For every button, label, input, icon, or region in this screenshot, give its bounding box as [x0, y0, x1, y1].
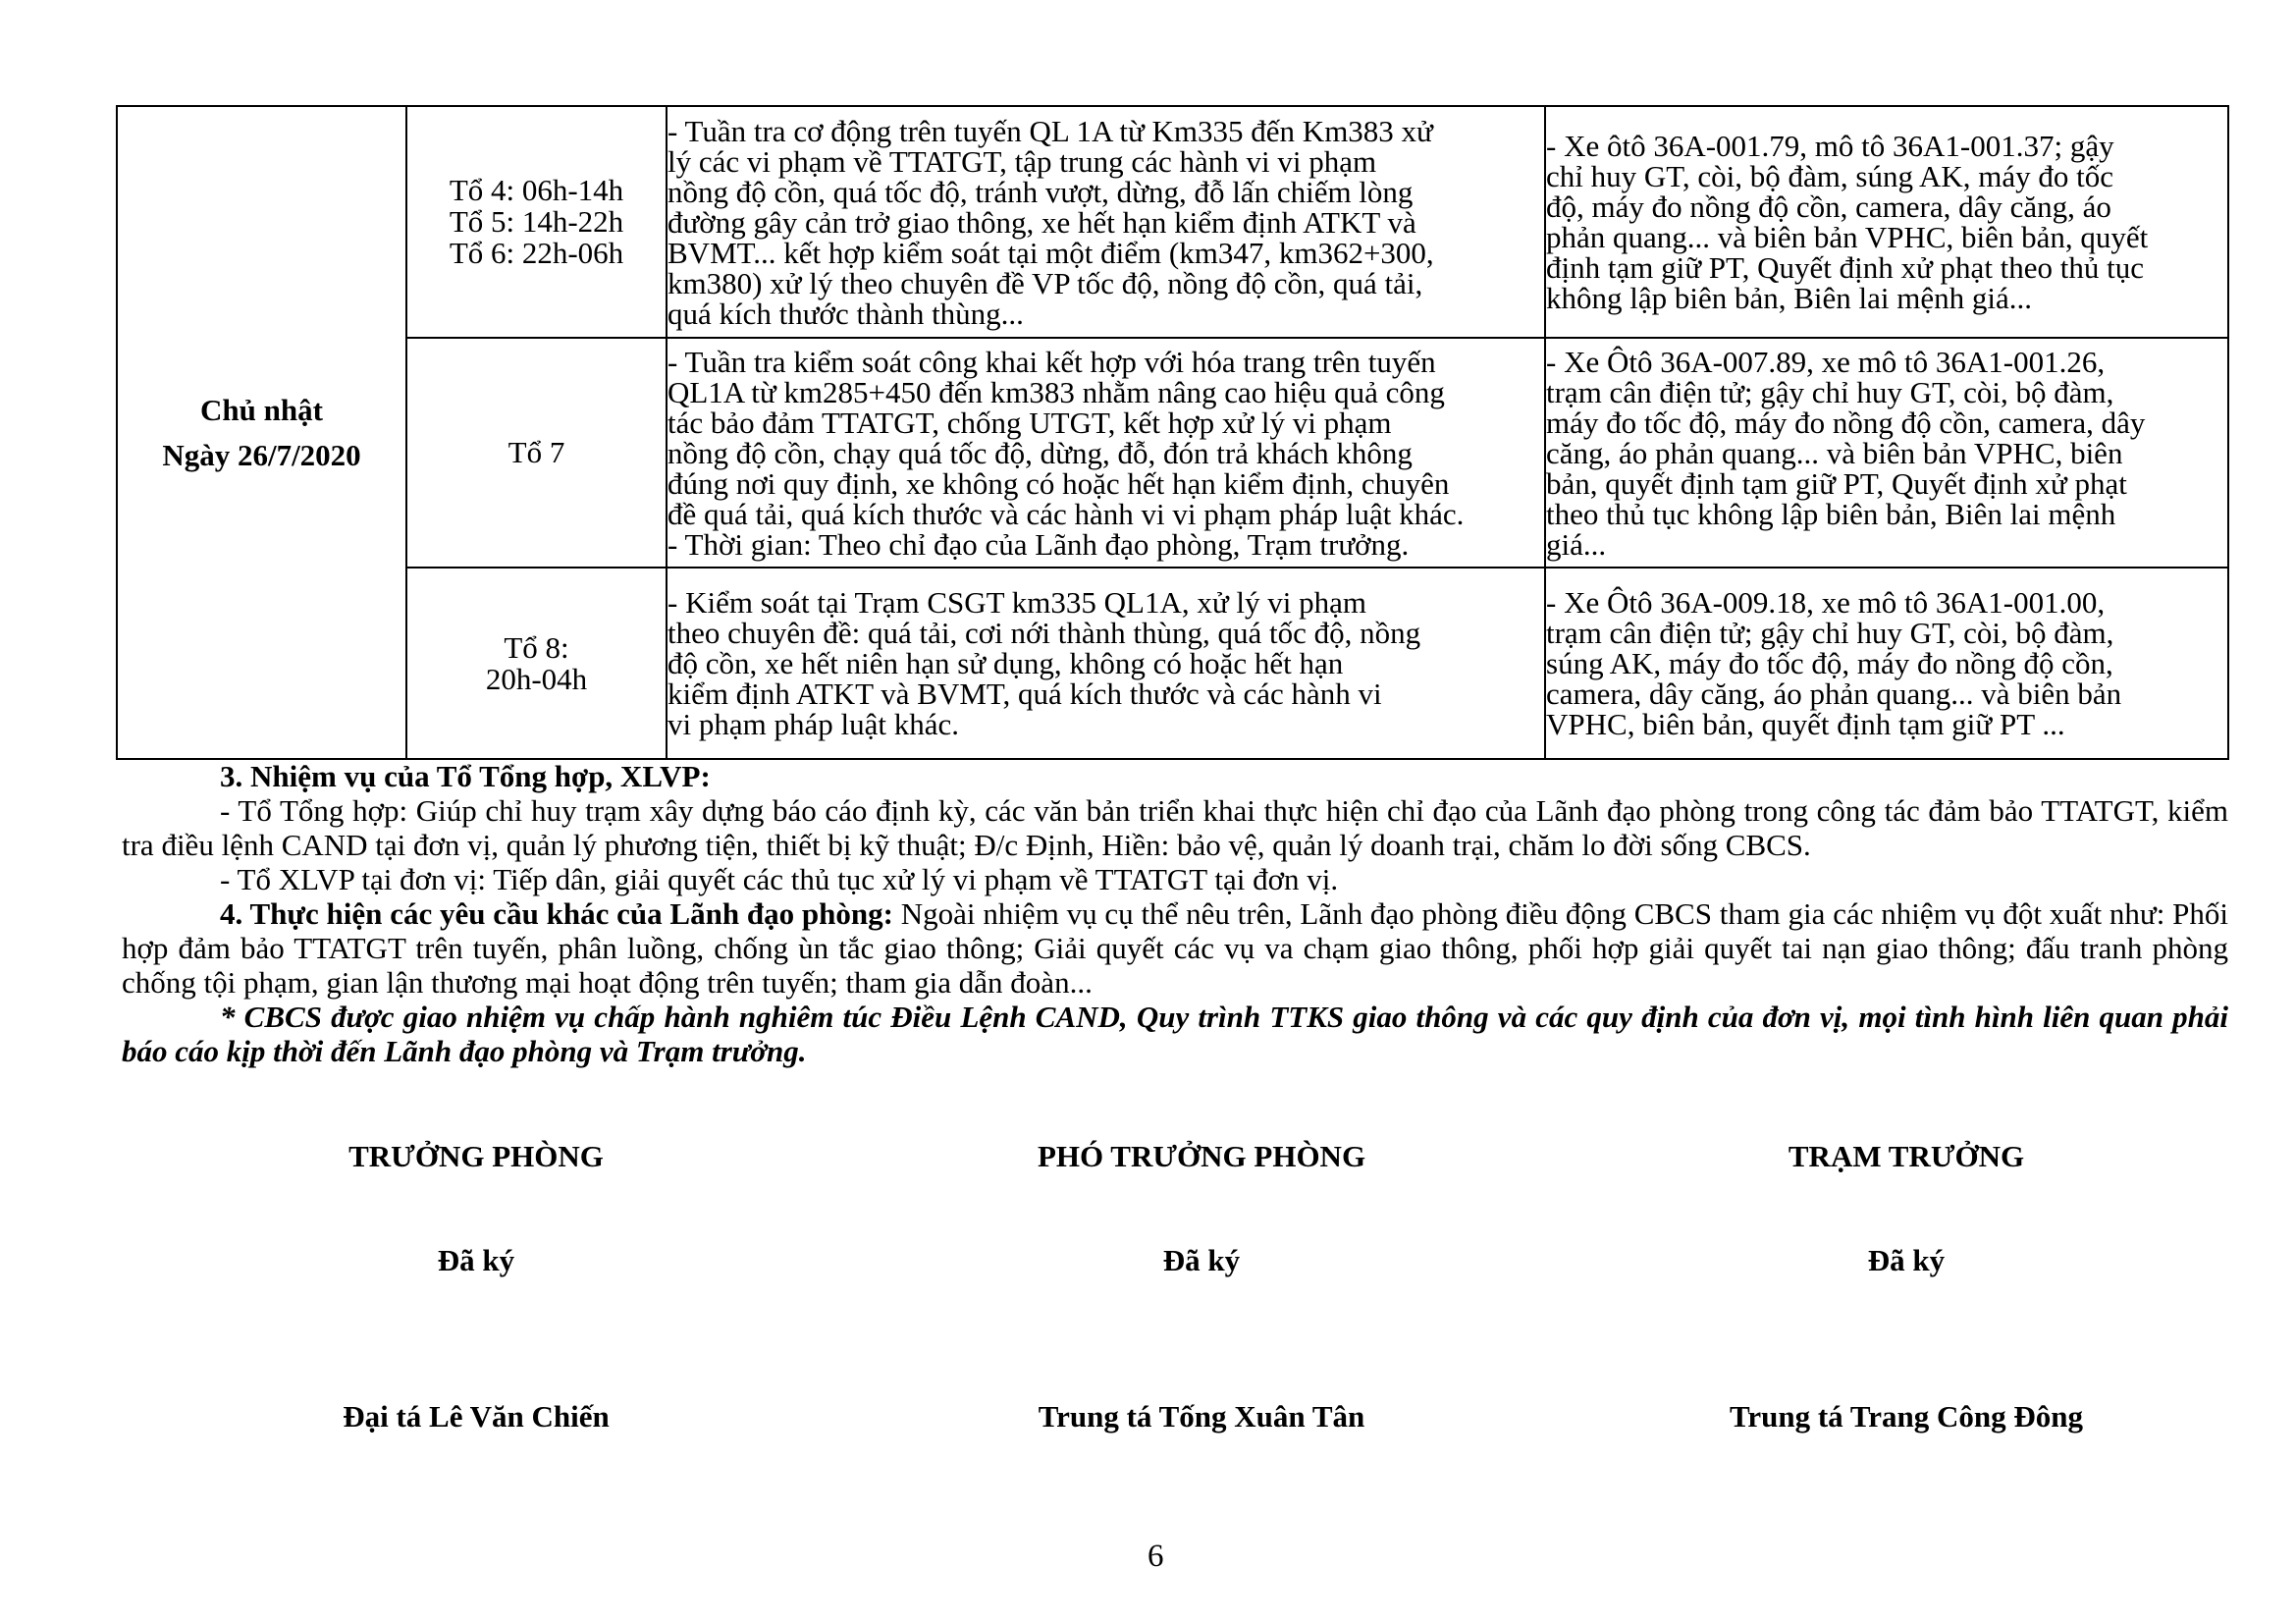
table-row — [117, 568, 2228, 759]
equipment-line: - Xe Ôtô 36A-007.89, xe mô tô 36A1-001.26, — [1546, 344, 2106, 379]
day-cell — [117, 106, 406, 759]
equipment-line: độ, máy đo nồng độ cồn, camera, dây căng, áo — [1546, 189, 2111, 224]
task-line: - Tuần tra cơ động trên tuyến QL 1A từ Km335 đến Km383 xử — [667, 113, 1433, 148]
task-cell — [667, 568, 1545, 759]
signature-block-truong-phong — [133, 1139, 820, 1434]
team-line: Tổ 8: — [504, 629, 569, 665]
section-4-heading: 4. Thực hiện các yêu cầu khác của Lãnh đạo phòng: — [220, 896, 893, 931]
task-line: BVMT... kết hợp kiểm soát tại một điểm (km347, km362+300, — [667, 235, 1434, 270]
equipment-line: VPHC, biên bản, quyết định tạm giữ PT ... — [1546, 707, 2065, 741]
task-line: đúng nơi quy định, xe không có hoặc hết hạn kiểm định, chuyên — [667, 465, 1450, 501]
equipment-line: máy đo tốc độ, máy đo nồng độ cồn, camera, dây — [1546, 405, 2146, 440]
team-cell — [406, 106, 667, 338]
section-3-paragraph-2: - Tổ XLVP tại đơn vị: Tiếp dân, giải quyết các thủ tục xử lý vi phạm về TTATGT tại đơn vị. — [220, 862, 1339, 896]
team-line: 20h-04h — [485, 661, 588, 696]
equipment-cell — [1545, 338, 2228, 568]
body-text — [122, 759, 2228, 1068]
table-row — [117, 106, 2228, 338]
day-date: Ngày 26/7/2020 — [162, 437, 361, 472]
signature-signed: Đã ký — [1162, 1243, 1241, 1277]
signature-block-pho-truong-phong — [858, 1139, 1545, 1434]
task-line: - Tuần tra kiểm soát công khai kết hợp với hóa trang trên tuyến — [667, 344, 1436, 379]
equipment-cell — [1545, 568, 2228, 759]
equipment-line: chỉ huy GT, còi, bộ đàm, súng AK, máy đo tốc — [1546, 159, 2114, 193]
equipment-line: camera, dây căng, áo phản quang... và biên bản — [1546, 677, 2122, 711]
task-line: kiểm định ATKT và BVMT, quá kích thước và các hành vi — [667, 677, 1382, 711]
page-number: 6 — [1148, 1539, 1164, 1574]
note-paragraph: * CBCS được giao nhiệm vụ chấp hành nghiêm túc Điều Lệnh CAND, Quy trình TTKS giao thông và các quy định của đơn vị, mọi tình hình liên quan phải báo cáo kịp thời đến Lãnh đạo phòng và Trạm trưởng. — [122, 1000, 2228, 1068]
task-line: nồng độ cồn, quá tốc độ, tránh vượt, dừng, đỗ lấn chiếm lòng — [667, 174, 1414, 209]
section-3-heading: 3. Nhiệm vụ của Tổ Tổng hợp, XLVP: — [220, 759, 711, 793]
equipment-line: - Xe ôtô 36A-001.79, mô tô 36A1-001.37; gậy — [1546, 129, 2114, 163]
equipment-cell — [1545, 106, 2228, 338]
task-cell — [667, 106, 1545, 338]
signature-title: TRƯỞNG PHÒNG — [348, 1139, 604, 1173]
equipment-line: - Xe Ôtô 36A-009.18, xe mô tô 36A1-001.00, — [1546, 585, 2106, 620]
task-line: quá kích thước thành thùng... — [667, 296, 1024, 331]
task-line: đề quá tải, quá kích thước và các hành vi vi phạm pháp luật khác. — [667, 496, 1465, 531]
task-line: - Thời gian: Theo chỉ đạo của Lãnh đạo phòng, Trạm trưởng. — [667, 526, 1410, 562]
equipment-line: súng AK, máy đo tốc độ, máy đo nồng độ cồn, — [1546, 646, 2113, 680]
signature-name: Đại tá Lê Văn Chiến — [343, 1399, 610, 1434]
equipment-line: căng, áo phản quang... và biên bản VPHC, biên — [1546, 435, 2123, 470]
task-line: theo chuyên đề: quá tải, cơi nới thành thùng, quá tốc độ, nồng — [667, 616, 1421, 650]
team-line: Tổ 4: 06h-14h — [449, 173, 624, 207]
equipment-line: bản, quyết định tạm giữ PT, Quyết định xử phạt — [1546, 465, 2127, 501]
signature-signed: Đã ký — [437, 1243, 515, 1277]
team-line: Tổ 6: 22h-06h — [449, 236, 624, 270]
equipment-line: theo thủ tục không lập biên bản, Biên lai mệnh — [1546, 496, 2116, 531]
equipment-line: trạm cân điện tử; gậy chỉ huy GT, còi, bộ đàm, — [1546, 374, 2114, 409]
team-cell — [406, 338, 667, 568]
task-line: độ cồn, xe hết niên hạn sử dụng, không có hoặc hết hạn — [667, 646, 1344, 680]
task-line: lý các vi phạm về TTATGT, tập trung các hành vi vi phạm — [667, 143, 1377, 179]
equipment-line: phản quang... và biên bản VPHC, biên bản, quyết — [1546, 220, 2149, 254]
section-4-paragraph — [122, 896, 2228, 1000]
task-line: vi phạm pháp luật khác. — [667, 707, 959, 741]
signature-title: PHÓ TRƯỞNG PHÒNG — [1037, 1139, 1366, 1173]
equipment-line: trạm cân điện tử; gậy chỉ huy GT, còi, bộ đàm, — [1546, 616, 2114, 650]
task-line: km380) xử lý theo chuyên đề VP tốc độ, nồng độ cồn, quá tải, — [667, 265, 1423, 300]
signature-signed: Đã ký — [1867, 1243, 1946, 1277]
task-line: nồng độ cồn, chạy quá tốc độ, dừng, đỗ, đón trả khách không — [667, 435, 1413, 470]
team-line: Tổ 5: 14h-22h — [449, 204, 624, 239]
task-line: đường gây cản trở giao thông, xe hết hạn kiểm định ATKT và — [667, 204, 1416, 240]
equipment-line: giá... — [1546, 526, 1607, 562]
schedule-table — [116, 105, 2229, 760]
signature-name: Trung tá Tống Xuân Tân — [1038, 1399, 1365, 1434]
signature-title: TRẠM TRƯỞNG — [1788, 1139, 2025, 1173]
section-4-text: Ngoài nhiệm vụ cụ thể nêu trên, Lãnh đạo phòng điều động CBCS tham gia các nhiệm vụ đột xuất như: Phối hợp đảm bảo TTATGT trên tuyến, phân luồng, chống ùn tắc giao thông; Giải quyết các vụ va chạm giao thông, phối hợp giải quyết tai nạn giao thông; đấu tranh phòng chống tội phạm, gian lận thương mại hoạt động trên tuyến; tham gia dẫn đoàn... — [122, 896, 2228, 1000]
task-line: QL1A từ km285+450 đến km383 nhằm nâng cao hiệu quả công — [667, 374, 1445, 409]
signature-name: Trung tá Trang Công Đông — [1729, 1399, 2083, 1434]
task-line: - Kiểm soát tại Trạm CSGT km335 QL1A, xử lý vi phạm — [667, 585, 1367, 620]
team-line: Tổ 7 — [507, 435, 565, 469]
task-cell — [667, 338, 1545, 568]
equipment-line: định tạm giữ PT, Quyết định xử phạt theo thủ tục — [1546, 250, 2145, 285]
table-row — [117, 338, 2228, 568]
day-name: Chủ nhật — [200, 392, 323, 427]
team-cell — [406, 568, 667, 759]
signature-block-tram-truong — [1563, 1139, 2250, 1434]
section-3-paragraph-1: - Tổ Tổng hợp: Giúp chỉ huy trạm xây dựng báo cáo định kỳ, các văn bản triển khai thực hiện chỉ đạo của Lãnh đạo phòng trong công tác đảm bảo TTATGT, kiểm tra điều lệnh CAND tại đơn vị, quản lý phương tiện, thiết bị kỹ thuật; Đ/c Định, Hiền: bảo vệ, quản lý doanh trại, chăm lo đời sống CBCS. — [122, 793, 2228, 862]
task-line: tác bảo đảm TTATGT, chống UTGT, kết hợp xử lý vi phạm — [667, 405, 1392, 440]
equipment-line: không lập biên bản, Biên lai mệnh giá... — [1546, 281, 2033, 315]
